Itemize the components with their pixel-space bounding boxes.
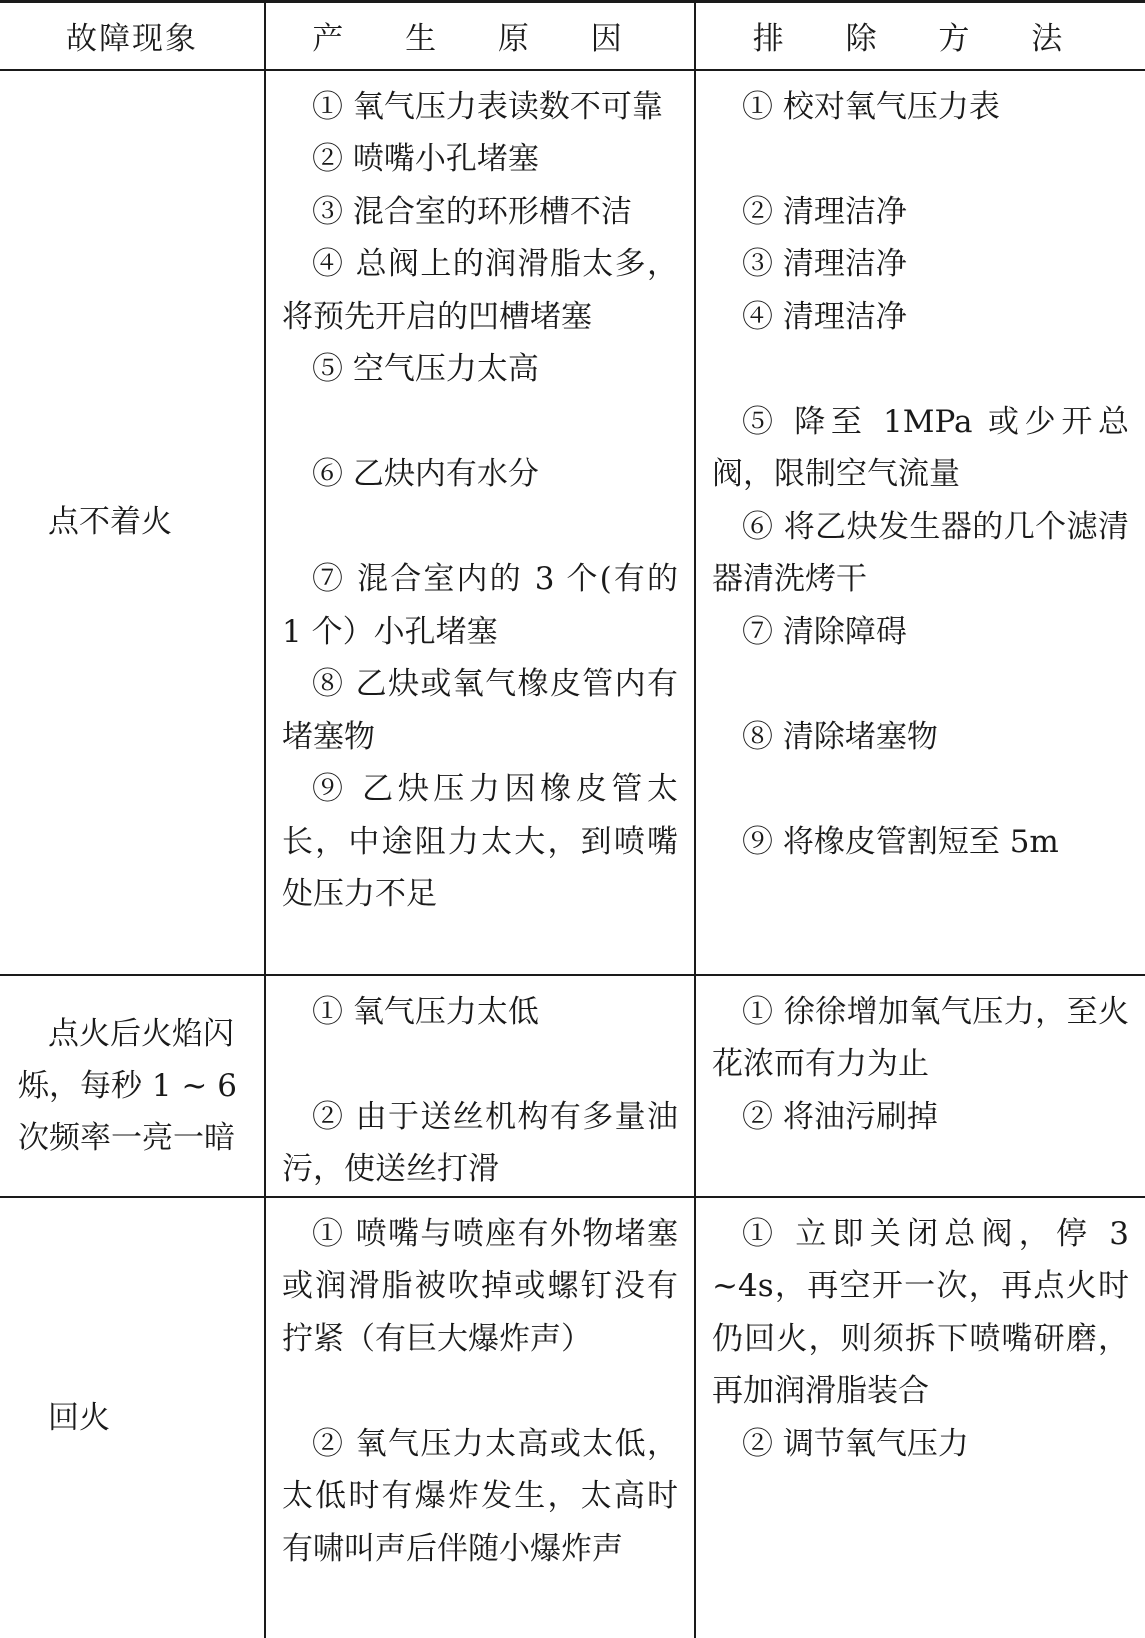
remedy-item: ⑨ 将橡皮管割短至 5m [742, 823, 1059, 860]
cause-item: ① 氧气压力太低 [312, 993, 539, 1030]
table-row [0, 1197, 1145, 1638]
cause-cell [265, 975, 695, 1197]
remedy-item: ② 将油污刷掉 [742, 1098, 938, 1135]
cause-item: ④ 总阀上的润滑脂太多，将预先开启的凹槽堵塞 [282, 246, 678, 335]
remedy-item: ⑧ 清除堵塞物 [742, 718, 938, 755]
cause-item: ⑨ 乙炔压力因橡皮管太长，中途阻力太大，到喷嘴处压力不足 [282, 771, 678, 912]
remedy-item: ③ 清理洁净 [742, 246, 907, 282]
header-symptom: 故障现象 [0, 2, 265, 70]
cause-item: ⑧ 乙炔或氧气橡皮管内有堵塞物 [282, 666, 678, 755]
symptom-cell: 点不着火 [0, 70, 265, 975]
remedy-cell [695, 1197, 1145, 1638]
remedy-item: ① 立即关闭总阀，停 3 ~4s，再空开一次，再点火时仍回火，则须拆下喷嘴研磨，再加润滑脂装合 [712, 1215, 1129, 1409]
remedy-item: ⑦ 清除障碍 [742, 613, 907, 650]
cause-item: ② 喷嘴小孔堵塞 [312, 141, 539, 177]
remedy-item: ⑥ 将乙炔发生器的几个滤清器清洗烤干 [712, 508, 1129, 597]
header-cause: 产 生 原 因 [265, 2, 695, 70]
cause-cell [265, 1197, 695, 1638]
remedy-cell [695, 70, 1145, 975]
cause-item: ② 由于送丝机构有多量油污，使送丝打滑 [282, 1098, 678, 1187]
remedy-item: ① 校对氧气压力表 [742, 88, 1000, 125]
symptom-cell: 回火 [0, 1197, 265, 1638]
remedy-item: ② 清理洁净 [742, 193, 907, 230]
cause-item: ⑥ 乙炔内有水分 [312, 456, 539, 492]
cause-item: ③ 混合室的环形槽不洁 [312, 193, 632, 230]
table-row [0, 70, 1145, 975]
cause-item: ① 氧气压力表读数不可靠 [312, 88, 663, 125]
symptom-cell: 点火后火焰闪烁，每秒 1 ~ 6 次频率一亮一暗 [0, 975, 265, 1197]
remedy-item: ② 调节氧气压力 [742, 1425, 969, 1462]
table-row [0, 975, 1145, 1197]
remedy-cell [695, 975, 1145, 1197]
cause-item: ① 喷嘴与喷座有外物堵塞或润滑脂被吹掉或螺钉没有拧紧（有巨大爆炸声） [282, 1215, 678, 1357]
remedy-item: ⑤ 降至 1MPa 或少开总阀，限制空气流量 [712, 403, 1129, 492]
cause-cell [265, 70, 695, 975]
remedy-item: ① 徐徐增加氧气压力，至火花浓而有力为止 [712, 993, 1129, 1082]
cause-item: ⑤ 空气压力太高 [312, 351, 539, 387]
header-remedy: 排 除 方 法 [695, 2, 1145, 70]
cause-item: ⑦ 混合室内的 3 个(有的 1 个）小孔堵塞 [282, 561, 678, 650]
header-row [0, 2, 1145, 70]
cause-item: ② 氧气压力太高或太低，太低时有爆炸发生，太高时有啸叫声后伴随小爆炸声 [282, 1425, 678, 1567]
remedy-item: ④ 清理洁净 [742, 298, 907, 335]
